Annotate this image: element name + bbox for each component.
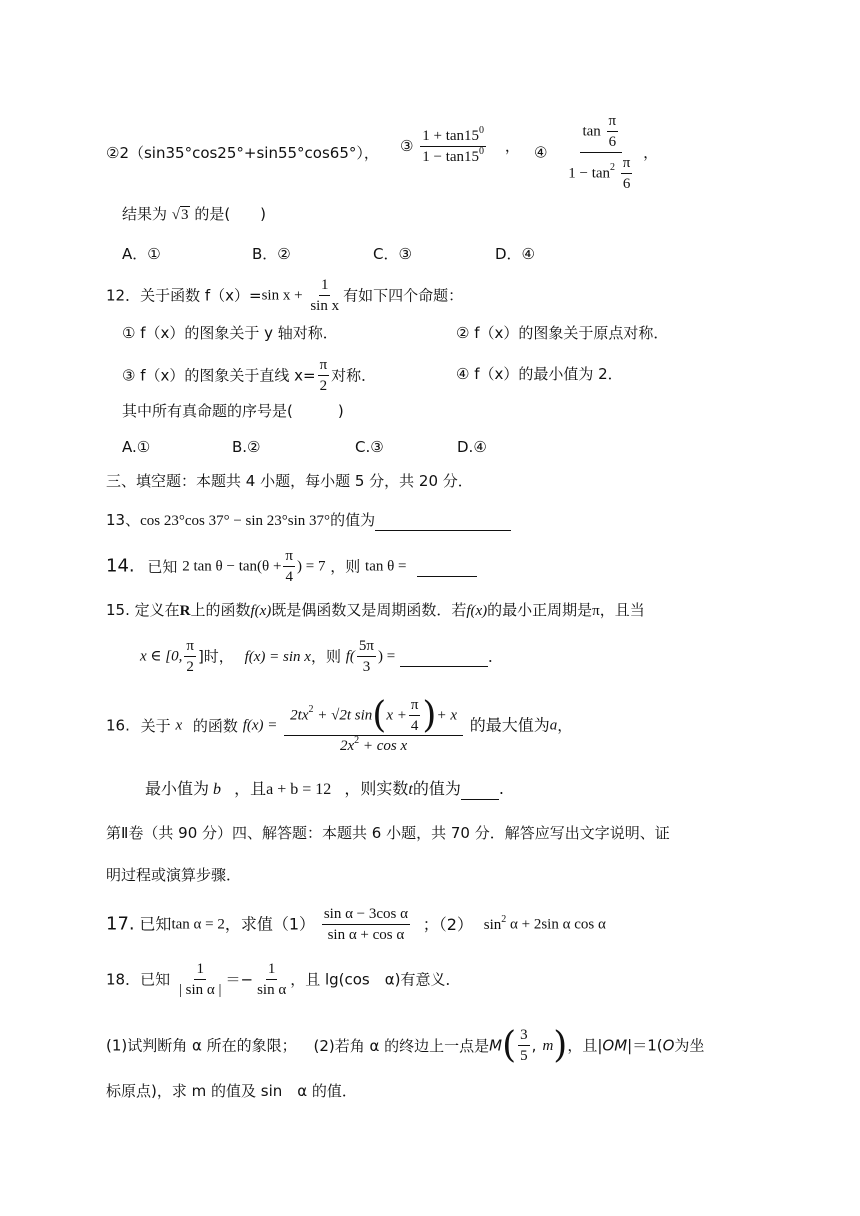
q13-pre: 13、 <box>106 511 141 529</box>
q17-frac-num: sin α − 3cos α <box>322 905 410 925</box>
q16-b-var: b <box>213 781 222 798</box>
q18-eq: ＝− <box>225 970 254 989</box>
q15-line2-f: ) = <box>377 648 396 665</box>
q17-pre: 已知 <box>139 914 172 934</box>
q12-plus: + <box>290 287 307 304</box>
q11-option-a: A．① <box>122 245 161 263</box>
q13-answer-blank <box>375 510 511 531</box>
q12-option-c: C.③ <box>355 438 384 456</box>
q12-frac-den: sin x <box>310 298 340 314</box>
q15-pi: π <box>592 603 600 619</box>
q11-item4-den-six: 6 <box>622 176 631 192</box>
q16-left-paren: ( <box>372 694 387 736</box>
q16-post: 的最大值为 <box>469 715 550 735</box>
q15-line2-c: f(x) = sin x <box>244 648 311 665</box>
q18-fraction-2 <box>255 960 288 999</box>
q14-expr-b: ) = 7 <box>296 558 326 575</box>
q12-prop-3-num: π <box>318 356 330 376</box>
q16-num-c: + x <box>436 707 457 724</box>
q16-fraction <box>284 696 463 755</box>
q15-fx-1: f(x) <box>250 603 272 619</box>
q15-pi-2: π <box>184 637 196 657</box>
q12-ask: 其中所有真命题的序号是( ) <box>122 402 344 420</box>
q12-prop-3-post: 对称． <box>331 366 377 385</box>
q16-fx: f(x) = <box>242 717 278 734</box>
q15-line2-e: f( <box>345 648 355 665</box>
q18-part2-post: ，且| <box>567 1036 603 1055</box>
q12-prop-2: ② f（x）的图象关于原点对称． <box>456 324 669 342</box>
q18-part2-post2: |＝1( <box>627 1036 663 1055</box>
q11-item3 <box>400 127 520 166</box>
q11-item4-den-pi-over-6 <box>621 154 633 193</box>
q17-expr2-b: α + 2sin α cos α <box>506 916 606 933</box>
q14 <box>106 547 477 586</box>
q14-pre: 已知 <box>147 557 178 576</box>
q12-prop-3-fraction <box>318 356 330 395</box>
q16-number: 16. <box>106 716 130 735</box>
q11-item4-pi: π <box>607 112 619 132</box>
q16-num-a: 2tx <box>290 707 309 724</box>
q16-line2-c: ，则实数 <box>344 779 409 798</box>
q16-four: 4 <box>410 718 419 734</box>
q16-line2-e: . <box>498 779 504 798</box>
q12-prop-3-den: 2 <box>319 378 328 394</box>
part-2-line1: 第Ⅱ卷（共 90 分）四、解答题：本题共 6 小题，共 70 分．解答应写出文字说明、证 <box>106 824 670 842</box>
q17-number: 17. <box>106 913 135 935</box>
q16-line2-d: 的值为 <box>412 779 461 798</box>
q11-item4-den-pre: 1 − tan <box>568 165 611 182</box>
q17-expr2-sup: 2 <box>501 914 507 925</box>
q15-three: 3 <box>362 659 371 675</box>
q11-option-c: C．③ <box>373 245 412 263</box>
q14-mid: ，则 <box>330 557 361 576</box>
q18-part2-post3: 为坐 <box>674 1036 705 1055</box>
q12-frac-num: 1 <box>319 276 331 296</box>
q18-m: m <box>542 1037 554 1054</box>
q15-fx-2: f(x) <box>466 603 488 619</box>
q14-answer-blank <box>417 556 477 577</box>
q18-part2-pre: (2)若角 α 的终边上一点是 <box>313 1036 490 1055</box>
q12-sinx: sin x <box>261 287 291 304</box>
q18-frac1-num: 1 <box>194 960 206 980</box>
q11-item3-den: 1 − tan15 <box>422 149 480 165</box>
q17-fraction <box>322 905 410 944</box>
q18-OM: OM <box>602 1036 628 1055</box>
q15-line1 <box>106 600 645 621</box>
q18-line2 <box>106 1026 704 1065</box>
q13-post: 的值为 <box>330 511 376 529</box>
q18-comma: , <box>531 1036 537 1055</box>
q16-line2-b: ，且 <box>234 779 267 798</box>
q12-prop-4: ④ f（x）的最小值为 2． <box>456 365 623 383</box>
q11-result-pre: 结果为 <box>122 205 168 223</box>
q18-line3: 标原点)，求 m 的值及 sin α 的值． <box>106 1082 357 1100</box>
q13 <box>106 510 511 531</box>
q16-den-a: 2x <box>339 738 355 754</box>
q12-stem <box>106 276 463 315</box>
q18-fraction-1 <box>177 960 224 999</box>
q16-line2 <box>145 779 504 800</box>
q15-5pi: 5π <box>357 637 376 657</box>
q17-b: ；（2） <box>422 914 473 934</box>
q18-left-paren: ( <box>502 1024 517 1066</box>
q17-frac-den: sin α + cos α <box>327 927 405 943</box>
q18-frac2-num: 1 <box>266 960 278 980</box>
q16-num-b: + √2t sin <box>317 707 373 724</box>
q16-answer-blank <box>461 779 499 800</box>
q18-frac1-den: | sin α | <box>178 982 222 998</box>
q18-three-fifths <box>518 1026 530 1065</box>
q16-num-sup: 2 <box>308 703 314 715</box>
q12-option-b: B.② <box>232 438 261 456</box>
q11-item3-label: ③ <box>400 137 414 155</box>
q14-pi: π <box>283 547 295 567</box>
q11-item4-comma: ， <box>643 143 659 162</box>
q11-item3-num: 1 + tan15 <box>422 128 480 144</box>
q11-item4-fraction <box>566 112 636 193</box>
q14-tan: tan θ = <box>365 558 407 575</box>
q18-right-paren: ) <box>553 1024 568 1066</box>
q12-stem-post: 有如下四个命题： <box>343 286 464 305</box>
q11-option-d: D．④ <box>495 245 535 263</box>
q17-expr2-a: sin <box>483 916 502 933</box>
q14-four: 4 <box>285 569 293 585</box>
q15-line1-pre: 15. 定义在 <box>106 601 180 619</box>
q12-prop-3 <box>122 356 376 395</box>
q16-x: x <box>175 717 183 734</box>
q11-item3-comma: ， <box>504 137 520 155</box>
q15-answer-blank <box>400 646 488 667</box>
q11-item3-fraction <box>420 127 486 166</box>
q15-line1-d: ，且当 <box>599 601 645 619</box>
part-2-line2: 明过程或演算步骤． <box>106 866 242 884</box>
q11-result-line <box>122 204 266 225</box>
q18-frac2-den: sin α <box>257 982 287 998</box>
q11-item3-den-sup: 0 <box>479 146 485 157</box>
q11-item4-den-pi: π <box>621 154 633 174</box>
q18-O: O <box>662 1036 675 1055</box>
q15-two: 2 <box>186 659 194 675</box>
q12-stem-pre: 12．关于函数 f（x）= <box>106 286 262 305</box>
q11-item2: ②2（sin35°cos25°+sin55°cos65°）， <box>106 144 379 162</box>
q11-item4-num-tan: tan <box>582 123 601 140</box>
q11-item4-num-pi-over-6 <box>607 112 619 151</box>
q14-pi-over-4 <box>283 547 295 586</box>
q11-option-b: B．② <box>252 245 291 263</box>
q16-num-inner: x + <box>386 707 407 724</box>
q16-den-sup: 2 <box>354 735 360 746</box>
q15-line2 <box>140 637 503 676</box>
q15-pi-over-2 <box>184 637 196 676</box>
q11-item4-den-sup: 2 <box>610 161 616 173</box>
q15-line1-b: 既是偶函数又是周期函数．若 <box>271 601 467 619</box>
q12-prop-3-pre: ③ f（x）的图象关于直线 x= <box>122 366 316 385</box>
q16-den-b: + cos x <box>362 738 408 754</box>
q15-line2-a: x ∈ [0, <box>140 648 183 665</box>
q12-prop-1: ① f（x）的图象关于 y 轴对称． <box>122 324 338 342</box>
q16-line2-a: 最小值为 <box>145 779 210 798</box>
q12-option-d: D.④ <box>457 438 487 456</box>
q18-post: ，且 lg(cos α)有意义． <box>290 970 461 989</box>
q14-number: 14. <box>106 555 135 577</box>
q14-expr-a: 2 tan θ − tan(θ + <box>182 558 282 575</box>
q16-a-var: a <box>549 717 558 734</box>
q18-M: M <box>489 1036 503 1055</box>
q11-sqrt3-radicand: 3 <box>181 207 189 223</box>
q15-line2-d: ，则 <box>310 647 341 666</box>
q15-R: R <box>179 603 191 619</box>
q12-fraction <box>308 276 341 315</box>
q16-pi-over-4 <box>409 696 421 735</box>
q15-5pi-over-3 <box>357 637 376 676</box>
q12-option-a: A.① <box>122 438 151 456</box>
q18-part1: (1)试判断角 α 所在的象限； <box>106 1036 297 1055</box>
q17-cond: tan α = 2 <box>171 916 225 933</box>
q18-line1 <box>106 960 461 999</box>
q18-five: 5 <box>520 1048 528 1064</box>
q11-item4 <box>534 112 658 193</box>
q16-a: 的函数 <box>192 716 238 735</box>
q13-expr: cos 23°cos 37° − sin 23°sin 37° <box>140 513 331 529</box>
q15-line1-a: 上的函数 <box>190 601 251 619</box>
q16-right-paren: ) <box>422 694 437 736</box>
q15-line1-c: 的最小正周期是 <box>487 601 593 619</box>
q16-comma: ， <box>557 716 573 735</box>
section-3-heading: 三、填空题：本题共 4 小题，每小题 5 分，共 20 分． <box>106 472 473 490</box>
q17 <box>106 905 606 944</box>
q18-three: 3 <box>518 1026 530 1046</box>
q16-ab: a + b = 12 <box>266 781 332 798</box>
q16-pre: 关于 <box>140 716 171 735</box>
q15-line2-b: ]时， <box>197 647 234 666</box>
q11-result-post: 的是( ) <box>194 205 267 223</box>
q18-number: 18．已知 <box>106 970 171 989</box>
q15-line2-g: ． <box>487 647 503 666</box>
q16-line1 <box>106 696 572 755</box>
q11-item4-label: ④ <box>534 143 548 162</box>
q17-a: ，求值（1） <box>224 914 316 934</box>
q16-pi: π <box>409 696 421 716</box>
q11-sqrt3: √3 <box>171 207 189 223</box>
q11-item3-num-sup: 0 <box>479 125 485 136</box>
q11-item4-six: 6 <box>608 134 617 150</box>
q16-t: t <box>408 781 413 798</box>
